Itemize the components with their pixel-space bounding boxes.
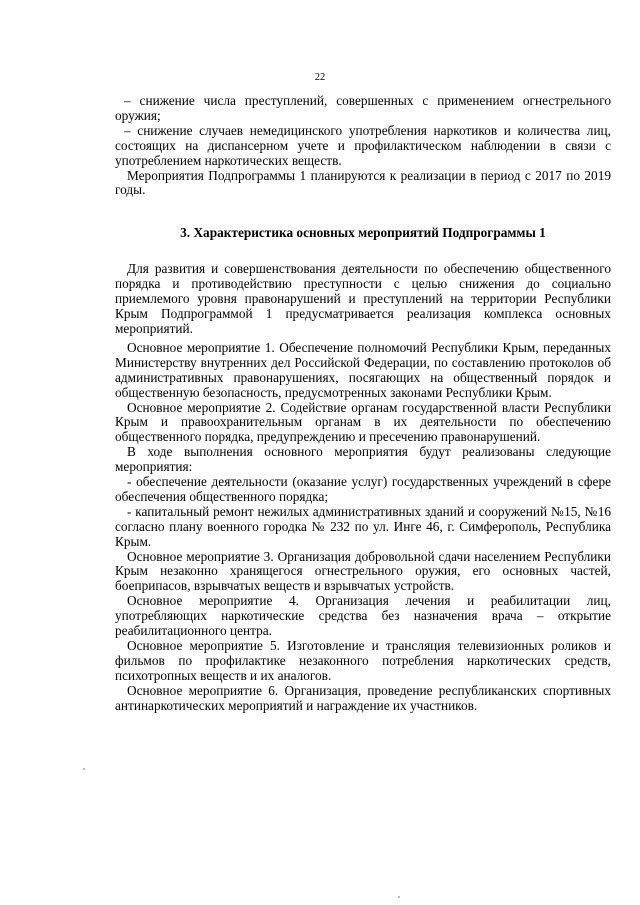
list-item-ensure-activity: - обеспечение деятельности (оказание услуг) государственных учреждений в сфере обеспечения общественного порядка; xyxy=(115,474,611,504)
scan-speck xyxy=(83,768,85,770)
paragraph-measure-6: Основное мероприятие 6. Организация, проведение республиканских спортивных антинаркотических мероприятий и награждение их участников. xyxy=(115,682,611,713)
intro-item-2: – снижение случаев немедицинского употребления наркотиков и количества лиц, состоящих на диспансерном учете и профилактическом наблюдении в связи с употреблением наркотических веществ. xyxy=(115,122,611,168)
page-number: 22 xyxy=(314,72,326,83)
paragraph-measure-2: Основное мероприятие 2. Содействие органам государственной власти Республики Крым и правоохранительным органам в их деятельности по обеспечению общественного порядка, предупреждению и пресечению правонарушений. xyxy=(115,399,611,445)
intro-item-1: – снижение числа преступлений, совершенных с применением огнестрельного оружия; xyxy=(115,93,611,123)
scan-speck xyxy=(398,896,400,898)
list-item-capital-repair: - капитальный ремонт нежилых административных зданий и сооружений №15, №16 согласно плану военного городка № 232 по ул. Инге 46, г. Симферополь, Республика Крым. xyxy=(115,503,611,549)
paragraph-measure-5: Основное мероприятие 5. Изготовление и трансляция телевизионных роликов и фильмов по профилактике незаконного потребления наркотических средств, психотропных веществ и их аналогов. xyxy=(115,638,611,683)
intro-paragraph-period: Мероприятия Подпрограммы 1 планируются к реализации в период с 2017 по 2019 годы. xyxy=(115,167,611,198)
page-content xyxy=(115,94,611,714)
paragraph-overview: Для развития и совершенствования деятельности по обеспечению общественного порядка и противодействию преступности с целью снижения до социально приемлемого уровня правонарушений и преступлений на территории Республики Крым Подпрограммой 1 предусматривается реализация комплекса основных мероприятий. xyxy=(115,261,611,336)
paragraph-measure-2-intro: В ходе выполнения основного мероприятия будут реализованы следующие мероприятия: xyxy=(115,444,611,475)
section-heading: 3. Характеристика основных мероприятий Подпрограммы 1 xyxy=(180,225,546,241)
paragraph-measure-3: Основное мероприятие 3. Организация добровольной сдачи населением Республики Крым незаконно хранящегося огнестрельного оружия, его основных частей, боеприпасов, взрывчатых веществ и взрывчатых устройств. xyxy=(115,548,611,594)
paragraph-measure-1: Основное мероприятие 1. Обеспечение полномочий Республики Крым, переданных Министерству внутренних дел Российской Федерации, по составлению протоколов об административных правонарушениях, посягающих на общественный порядок и общественную безопасность, предусмотренных законами Республики Крым. xyxy=(115,339,611,400)
paragraph-measure-4: Основное мероприятие 4. Организация лечения и реабилитации лиц, употребляющих наркотические средства без назначения врача – открытие реабилитационного центра. xyxy=(115,593,611,639)
